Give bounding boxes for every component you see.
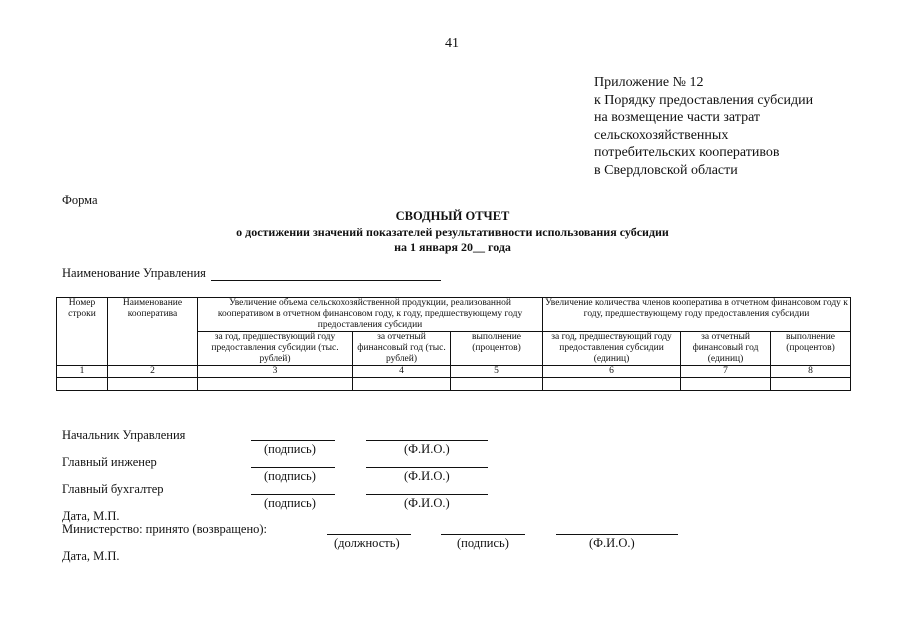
table-cell[interactable] — [198, 378, 353, 391]
appendix-line: потребительских кооперативов — [594, 145, 780, 160]
accountant-label: Главный бухгалтер — [62, 482, 164, 496]
appendix-line: Приложение № 12 — [594, 75, 704, 90]
header-coop-name: Наименование кооператива — [108, 298, 198, 366]
accountant-signature-line[interactable] — [251, 494, 335, 495]
appendix-line: на возмещение части затрат — [594, 110, 761, 125]
column-number: 6 — [543, 366, 681, 378]
head-label: Начальник Управления — [62, 428, 186, 442]
header-g2-previous-year: за год, предшествующий году предоставления субсидии (единиц) — [543, 332, 681, 366]
column-number: 4 — [353, 366, 451, 378]
signature-caption: (подпись) — [264, 442, 316, 456]
fio-caption: (Ф.И.О.) — [404, 469, 450, 483]
column-number-row — [57, 366, 851, 378]
report-table — [56, 297, 851, 391]
column-number: 7 — [681, 366, 771, 378]
fio-caption: (Ф.И.О.) — [404, 442, 450, 456]
appendix-line: сельскохозяйственных — [594, 127, 729, 143]
header-g1-reporting-year: за отчетный финансовый год (тыс. рублей) — [353, 332, 451, 366]
column-number: 2 — [108, 366, 198, 378]
fio-caption: (Ф.И.О.) — [404, 496, 450, 510]
table-cell[interactable] — [771, 378, 851, 391]
position-caption: (должность) — [334, 536, 400, 550]
table-cell[interactable] — [353, 378, 451, 391]
head-signature-line[interactable] — [251, 440, 335, 441]
header-g1-previous-year: за год, предшествующий году предоставления субсидии (тыс. рублей) — [198, 332, 353, 366]
page-number: 41 — [445, 36, 459, 51]
header-row-number: Номер строки — [57, 298, 108, 366]
ministry-fio-line[interactable] — [556, 534, 678, 535]
form-label: Форма — [62, 193, 98, 207]
department-field — [62, 266, 441, 281]
report-subtitle: о достижении значений показателей результативности использования субсидии — [236, 225, 669, 239]
department-fill-line[interactable] — [211, 268, 441, 281]
header-g2-completion: выполнение (процентов) — [771, 332, 851, 366]
table-cell[interactable] — [543, 378, 681, 391]
accountant-fio-line[interactable] — [366, 494, 488, 495]
table-cell[interactable] — [57, 378, 108, 391]
department-label: Наименование Управления — [62, 266, 206, 280]
date-stamp-label-2: Дата, М.П. — [62, 549, 120, 563]
table-cell[interactable] — [108, 378, 198, 391]
appendix-line: к Порядку предоставления субсидии — [594, 92, 814, 108]
engineer-fio-line[interactable] — [366, 467, 488, 468]
appendix-line: в Свердловской области — [594, 162, 738, 178]
engineer-signature-line[interactable] — [251, 467, 335, 468]
engineer-label: Главный инженер — [62, 455, 157, 469]
table-cell[interactable] — [451, 378, 543, 391]
column-number: 3 — [198, 366, 353, 378]
signature-caption: (подпись) — [264, 469, 316, 483]
ministry-signature-line[interactable] — [441, 534, 525, 535]
report-title: СВОДНЫЙ ОТЧЕТ — [395, 209, 510, 223]
fio-caption: (Ф.И.О.) — [589, 536, 635, 550]
header-group-members: Увеличение количества членов кооператива в отчетном финансовом году к году, предшествующему году предоставления субсидии — [543, 298, 851, 332]
column-number: 8 — [771, 366, 851, 378]
table-row — [57, 378, 851, 391]
column-number: 1 — [57, 366, 108, 378]
header-g1-completion: выполнение (процентов) — [451, 332, 543, 366]
signature-caption: (подпись) — [457, 536, 509, 550]
header-g2-reporting-year: за отчетный финансовый год (единиц) — [681, 332, 771, 366]
ministry-label: Министерство: принято (возвращено): — [62, 522, 268, 536]
signature-caption: (подпись) — [264, 496, 316, 510]
header-group-production: Увеличение объема сельскохозяйственной продукции, реализованной кооперативом в отчетном финансовом году, к году, предшествующему году предоставления субсидии — [198, 298, 543, 332]
table-cell[interactable] — [681, 378, 771, 391]
head-fio-line[interactable] — [366, 440, 488, 441]
ministry-position-line[interactable] — [327, 534, 411, 535]
appendix-block — [594, 74, 813, 179]
report-date-line: на 1 января 20__ года — [394, 240, 511, 254]
date-stamp-label: Дата, М.П. — [62, 509, 120, 523]
column-number: 5 — [451, 366, 543, 378]
